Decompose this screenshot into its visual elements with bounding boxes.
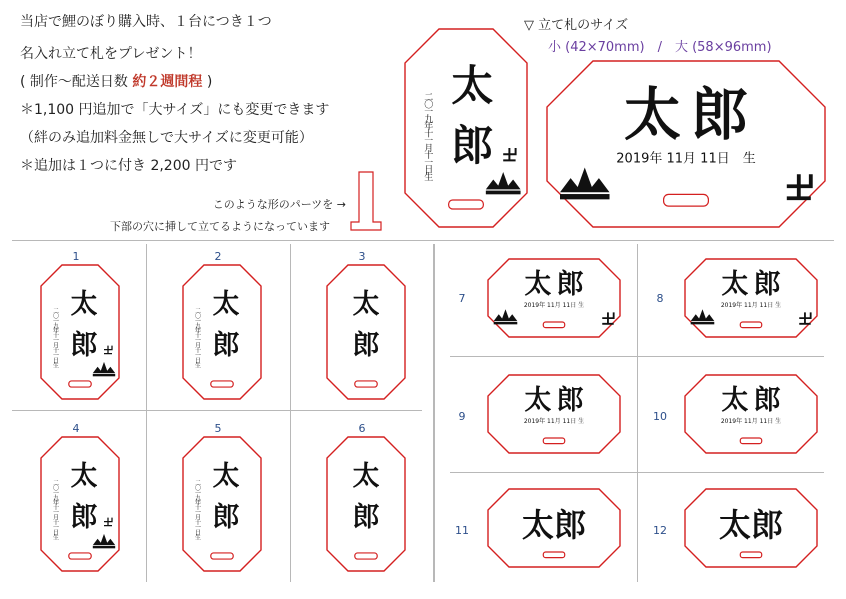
birth-date-character: 一 xyxy=(52,352,60,360)
birth-date-character: 日 xyxy=(52,529,60,537)
horizontal-plaque-svg xyxy=(487,488,621,568)
sample-number: 1 xyxy=(72,250,80,263)
info-line-3-suffix: ) xyxy=(202,74,213,90)
vertical-plaque-svg xyxy=(182,264,262,400)
name-character: 太 xyxy=(521,506,554,544)
part-note-1: このような形のパーツを → xyxy=(212,198,346,211)
birth-date-character: 一 xyxy=(194,509,202,517)
name-character: 郎 xyxy=(753,385,781,417)
divider-center xyxy=(433,244,435,582)
part-note-2: 下部の穴に挿して立てるようになっています xyxy=(110,220,330,233)
birth-date: 2019年 11月 11日 生 xyxy=(523,301,585,309)
sample-plaque-9 xyxy=(487,374,621,454)
birth-date-character: 日 xyxy=(194,529,202,537)
horizontal-plaque-svg xyxy=(684,488,818,568)
size-detail: 小 (42×70mm) / 大 (58×96mm) xyxy=(548,40,772,55)
size-title: ▽ 立て札のサイズ xyxy=(524,18,629,33)
birth-date-character: 日 xyxy=(194,357,202,365)
sample-number: 10 xyxy=(653,410,667,423)
sample-plaque-5 xyxy=(182,436,262,572)
birth-date-character: 十 xyxy=(424,129,434,140)
birth-date-character: 年 xyxy=(194,499,202,507)
sample-number: 2 xyxy=(214,250,222,263)
delivery-period: 約２週間程 xyxy=(132,74,203,90)
divider-v2 xyxy=(290,244,291,582)
name-character: 太 xyxy=(721,385,749,417)
birth-date-character: 二 xyxy=(194,479,202,487)
name-character: 太 xyxy=(352,460,380,492)
birth-date-character: 一 xyxy=(424,158,434,169)
name-character: 郎 xyxy=(212,329,240,361)
sample-number: 5 xyxy=(214,422,222,435)
plaque-outline xyxy=(685,259,817,337)
birth-date-character: 十 xyxy=(194,519,202,527)
birth-date-character: 年 xyxy=(194,327,202,335)
divider-right-2 xyxy=(450,472,824,473)
name-character: 郎 xyxy=(691,81,749,148)
name-character: 郎 xyxy=(554,506,587,544)
stand-part-diagram xyxy=(346,170,386,234)
birth-date-character: 二 xyxy=(52,307,60,315)
birth-date-character: 十 xyxy=(52,347,60,355)
sample-number: 7 xyxy=(458,292,466,305)
name-character: 太 xyxy=(623,81,681,148)
name-character: 太 xyxy=(352,288,380,320)
name-character: 郎 xyxy=(70,329,98,361)
birth-date-character: 〇 xyxy=(52,312,60,320)
birth-date-character: 九 xyxy=(194,322,202,330)
birth-date-character: 二 xyxy=(424,93,434,103)
sample-number: 6 xyxy=(358,422,366,435)
sample-number: 8 xyxy=(656,292,664,305)
birth-date-character: 月 xyxy=(194,514,202,522)
birth-date-character: 十 xyxy=(52,332,60,340)
info-line-2: 名入れ立て札をプレゼント！ xyxy=(20,46,202,62)
horizontal-plaque-svg xyxy=(487,374,621,454)
birth-date-character: 一 xyxy=(52,509,60,517)
birth-date-character: 生 xyxy=(424,173,434,183)
name-character: 郎 xyxy=(451,121,494,170)
birth-date: 2019年 11月 11日 生 xyxy=(720,417,782,425)
info-line-6: ＊追加は１つに付き 2,200 円です xyxy=(20,158,237,174)
birth-date-character: 一 xyxy=(424,136,434,147)
sample-plaque-1 xyxy=(40,264,120,400)
birth-date-character: 一 xyxy=(194,489,202,497)
birth-date-character: 月 xyxy=(52,342,60,350)
info-line-5: （絆のみ追加料金無しで大サイズに変更可能） xyxy=(20,130,313,146)
birth-date-character: 月 xyxy=(424,143,434,154)
sample-plaque-8 xyxy=(684,258,818,338)
hero-large-plaque xyxy=(546,60,826,228)
birth-date-character: 生 xyxy=(52,534,60,542)
birth-date-character: 一 xyxy=(52,489,60,497)
sample-number: 9 xyxy=(458,410,466,423)
hero-small-plaque xyxy=(404,28,528,228)
horizontal-plaque-svg xyxy=(546,60,826,228)
birth-date-character: 一 xyxy=(424,107,434,118)
birth-date-character: 日 xyxy=(52,357,60,365)
birth-date-character: 十 xyxy=(52,519,60,527)
name-character: 太 xyxy=(718,506,751,544)
name-character: 郎 xyxy=(212,501,240,533)
birth-date: 2019年 11月 11日 生 xyxy=(720,301,782,309)
birth-date-character: 〇 xyxy=(424,100,434,111)
name-character: 郎 xyxy=(753,269,781,301)
birth-date-character: 十 xyxy=(194,347,202,355)
divider-v1 xyxy=(146,244,147,582)
name-character: 太 xyxy=(212,460,240,492)
birth-date-character: 〇 xyxy=(194,312,202,320)
birth-date-character: 〇 xyxy=(52,484,60,492)
birth-date-character: 年 xyxy=(52,327,60,335)
divider-top xyxy=(12,240,834,241)
birth-date-character: 月 xyxy=(52,514,60,522)
info-line-4: ＊1,100 円追加で「大サイズ」にも変更できます xyxy=(20,102,330,118)
plaque-outline xyxy=(488,259,620,337)
birth-date-character: 〇 xyxy=(194,484,202,492)
sample-number: 3 xyxy=(358,250,366,263)
sample-plaque-3 xyxy=(326,264,406,400)
birth-date-character: 十 xyxy=(194,504,202,512)
name-character: 郎 xyxy=(352,329,380,361)
birth-date-character: 生 xyxy=(194,534,202,542)
birth-date: 2019年 11月 11日 生 xyxy=(523,417,585,425)
birth-date-character: 九 xyxy=(52,322,60,330)
sample-number: 11 xyxy=(455,524,469,537)
birth-date-character: 九 xyxy=(194,494,202,502)
vertical-plaque-svg xyxy=(182,436,262,572)
name-character: 郎 xyxy=(352,501,380,533)
birth-date: 2019年 11月 11日 生 xyxy=(616,151,756,167)
birth-date-character: 一 xyxy=(194,337,202,345)
plaque-outline xyxy=(685,375,817,453)
birth-date-character: 二 xyxy=(194,307,202,315)
birth-date-character: 九 xyxy=(424,114,434,125)
info-line-3 xyxy=(20,72,212,92)
birth-date-character: 十 xyxy=(52,504,60,512)
birth-date-character: 年 xyxy=(424,122,434,133)
birth-date-character: 十 xyxy=(194,332,202,340)
vertical-plaque-svg xyxy=(40,436,120,572)
birth-date-character: 一 xyxy=(194,317,202,325)
sample-plaque-2 xyxy=(182,264,262,400)
birth-date-character: 一 xyxy=(194,524,202,532)
info-line-3-prefix: ( 制作～配送日数 xyxy=(20,74,133,90)
name-character: 郎 xyxy=(751,506,784,544)
vertical-plaque-svg xyxy=(404,28,528,228)
sample-plaque-7 xyxy=(487,258,621,338)
plaque-outline xyxy=(547,61,825,227)
info-line-1: 当店で鯉のぼり購入時、１台につき１つ xyxy=(20,14,272,30)
name-character: 太 xyxy=(70,288,98,320)
plaque-outline xyxy=(488,375,620,453)
name-character: 太 xyxy=(451,61,494,110)
horizontal-plaque-svg xyxy=(684,374,818,454)
birth-date-character: 生 xyxy=(52,362,60,370)
sample-number: 4 xyxy=(72,422,80,435)
divider-v3 xyxy=(637,244,638,582)
name-character: 郎 xyxy=(556,385,584,417)
birth-date-character: 年 xyxy=(52,499,60,507)
vertical-plaque-svg xyxy=(40,264,120,400)
birth-date-character: 二 xyxy=(52,479,60,487)
birth-date-character: 一 xyxy=(52,317,60,325)
name-character: 郎 xyxy=(556,269,584,301)
name-character: 太 xyxy=(212,288,240,320)
horizontal-plaque-svg xyxy=(684,258,818,338)
sample-plaque-11 xyxy=(487,488,621,568)
name-character: 郎 xyxy=(70,501,98,533)
sample-plaque-4 xyxy=(40,436,120,572)
vertical-plaque-svg xyxy=(326,264,406,400)
birth-date-character: 月 xyxy=(194,342,202,350)
birth-date-character: 十 xyxy=(424,151,434,162)
birth-date-character: 一 xyxy=(52,337,60,345)
name-character: 太 xyxy=(524,385,552,417)
divider-right-1 xyxy=(450,356,824,357)
name-character: 太 xyxy=(721,269,749,301)
birth-date-character: 生 xyxy=(194,362,202,370)
birth-date-character: 九 xyxy=(52,494,60,502)
sample-plaque-10 xyxy=(684,374,818,454)
sample-plaque-12 xyxy=(684,488,818,568)
birth-date-character: 日 xyxy=(424,165,434,176)
name-character: 太 xyxy=(70,460,98,492)
sample-number: 12 xyxy=(653,524,667,537)
divider-left-mid xyxy=(12,410,422,411)
horizontal-plaque-svg xyxy=(487,258,621,338)
sample-plaque-6 xyxy=(326,436,406,572)
name-character: 太 xyxy=(524,269,552,301)
vertical-plaque-svg xyxy=(326,436,406,572)
birth-date-character: 一 xyxy=(194,352,202,360)
birth-date-character: 一 xyxy=(52,524,60,532)
